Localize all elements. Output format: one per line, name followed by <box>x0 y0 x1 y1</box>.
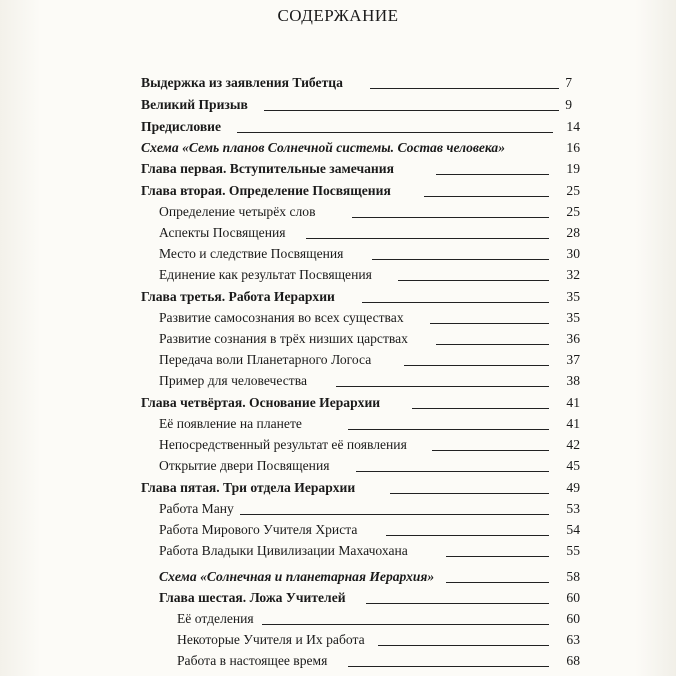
toc-entry-title: Открытие двери Посвящения <box>159 458 330 473</box>
toc-entry <box>0 608 676 630</box>
leader-line <box>436 344 549 345</box>
toc-entry-page: 42 <box>566 437 580 452</box>
toc-entry-page: 14 <box>566 119 580 134</box>
toc-entry <box>0 392 676 414</box>
leader-line <box>348 666 549 667</box>
page-title: СОДЕРЖАНИЕ <box>277 6 399 25</box>
toc-entry-page: 25 <box>566 204 580 219</box>
toc-entry-page: 53 <box>566 501 580 516</box>
leader-line <box>398 280 549 281</box>
leader-line <box>430 323 549 324</box>
leader-line <box>264 110 559 111</box>
toc-entry-title: Предисловие <box>141 119 222 134</box>
toc-entry-title: Великий Призыв <box>141 97 248 112</box>
toc-entry-page: 35 <box>566 289 580 304</box>
toc-entry-title: Схема «Семь планов Солнечной системы. Состав человека» <box>141 140 506 155</box>
leader-line <box>240 514 549 515</box>
toc-entry <box>0 222 676 244</box>
toc-entry-title: Её отделения <box>177 611 254 626</box>
toc-entry <box>0 328 676 350</box>
toc-entry-title: Выдержка из заявления Тибетца <box>141 75 343 90</box>
toc-entry-title: Определение четырёх слов <box>159 204 316 219</box>
toc-entry-title: Глава четвёртая. Основание Иерархии <box>141 395 381 410</box>
toc-entry <box>0 413 676 435</box>
toc-entry-page: 16 <box>566 140 580 155</box>
toc-entry <box>0 201 676 223</box>
toc-entry <box>0 498 676 520</box>
leader-line <box>436 174 549 175</box>
toc-entry-title: Развитие самосознания во всех существах <box>159 310 404 325</box>
toc-entry-page: 68 <box>566 653 580 668</box>
toc-entry-title: Непосредственный результат её появления <box>159 437 407 452</box>
toc-entry <box>0 587 676 609</box>
toc-entry-page: 7 <box>565 75 572 90</box>
toc-entry-page: 19 <box>566 161 580 176</box>
toc-entry <box>0 434 676 456</box>
leader-line <box>386 535 549 536</box>
toc-entry <box>0 540 676 562</box>
toc-entry-page: 41 <box>566 416 580 431</box>
toc-entry-page: 28 <box>566 225 580 240</box>
leader-line <box>237 132 553 133</box>
toc-entry-title: Работа Мирового Учителя Христа <box>159 522 358 537</box>
toc-entry-page: 25 <box>566 183 580 198</box>
toc-entry-title: Единение как результат Посвящения <box>159 267 372 282</box>
toc-entry-page: 54 <box>566 522 580 537</box>
toc-entry-title: Работа в настоящее время <box>177 653 328 668</box>
toc-entry-title: Аспекты Посвящения <box>159 225 286 240</box>
toc-entry-title: Место и следствие Посвящения <box>159 246 344 261</box>
toc-entry-page: 9 <box>565 97 572 112</box>
toc-entry-title: Глава вторая. Определение Посвящения <box>141 183 391 198</box>
leader-line <box>372 259 549 260</box>
toc-entry-page: 60 <box>566 611 580 626</box>
toc-entry <box>0 519 676 541</box>
toc-entry <box>0 307 676 329</box>
leader-line <box>432 450 549 451</box>
toc-entry-title: Её появление на планете <box>159 416 302 431</box>
toc-entry-page: 32 <box>566 267 580 282</box>
toc-entry-page: 60 <box>566 590 580 605</box>
leader-line <box>412 408 549 409</box>
toc-entry-page: 63 <box>566 632 580 647</box>
toc-entry <box>0 650 676 672</box>
toc-entry <box>0 158 676 180</box>
toc-entry <box>0 116 676 138</box>
toc-entry-page: 35 <box>566 310 580 325</box>
toc-entry-page: 49 <box>566 480 580 495</box>
toc-entry <box>0 629 676 651</box>
leader-line <box>424 196 549 197</box>
toc-entry-page: 30 <box>566 246 580 261</box>
leader-line <box>262 624 549 625</box>
toc-entry-title: Работа Владыки Цивилизации Махачохана <box>159 543 408 558</box>
leader-line <box>446 582 549 583</box>
toc-entry-title: Работа Ману <box>159 501 234 516</box>
leader-line <box>306 238 549 239</box>
leader-line <box>370 88 559 89</box>
toc-entry <box>0 72 676 94</box>
toc-entry-page: 36 <box>566 331 580 346</box>
toc-entry <box>0 243 676 265</box>
leader-line <box>348 429 549 430</box>
toc-entry <box>0 94 676 116</box>
leader-line <box>362 302 549 303</box>
toc-entry <box>0 264 676 286</box>
toc-entry <box>0 137 676 159</box>
leader-line <box>366 603 549 604</box>
toc-entry <box>0 455 676 477</box>
toc-entry-title: Пример для человечества <box>159 373 308 388</box>
leader-line <box>404 365 549 366</box>
toc-entry-page: 45 <box>566 458 580 473</box>
leader-line <box>352 217 549 218</box>
leader-line <box>378 645 549 646</box>
leader-line <box>390 493 549 494</box>
toc-entry-title: Развитие сознания в трёх низших царствах <box>159 331 408 346</box>
leader-line <box>446 556 549 557</box>
toc-entry-page: 55 <box>566 543 580 558</box>
toc-entry-title: Схема «Солнечная и планетарная Иерархия» <box>159 569 435 584</box>
toc-entry-title: Некоторые Учителя и Их работа <box>177 632 365 647</box>
toc-entry <box>0 180 676 202</box>
toc-entry-page: 37 <box>566 352 580 367</box>
toc-entry-page: 38 <box>566 373 580 388</box>
toc-entry <box>0 370 676 392</box>
toc-entry-page: 58 <box>566 569 580 584</box>
toc-entry-title: Глава шестая. Ложа Учителей <box>159 590 346 605</box>
toc-entry-title: Глава третья. Работа Иерархии <box>141 289 335 304</box>
leader-line <box>356 471 549 472</box>
toc-entry <box>0 477 676 499</box>
toc-entry <box>0 349 676 371</box>
toc-entry <box>0 286 676 308</box>
leader-line <box>336 386 549 387</box>
toc-entry <box>0 566 676 588</box>
toc-entry-title: Глава первая. Вступительные замечания <box>141 161 394 176</box>
toc-entry-title: Передача воли Планетарного Логоса <box>159 352 372 367</box>
toc-entry-title: Глава пятая. Три отдела Иерархии <box>141 480 356 495</box>
toc-entry-page: 41 <box>566 395 580 410</box>
